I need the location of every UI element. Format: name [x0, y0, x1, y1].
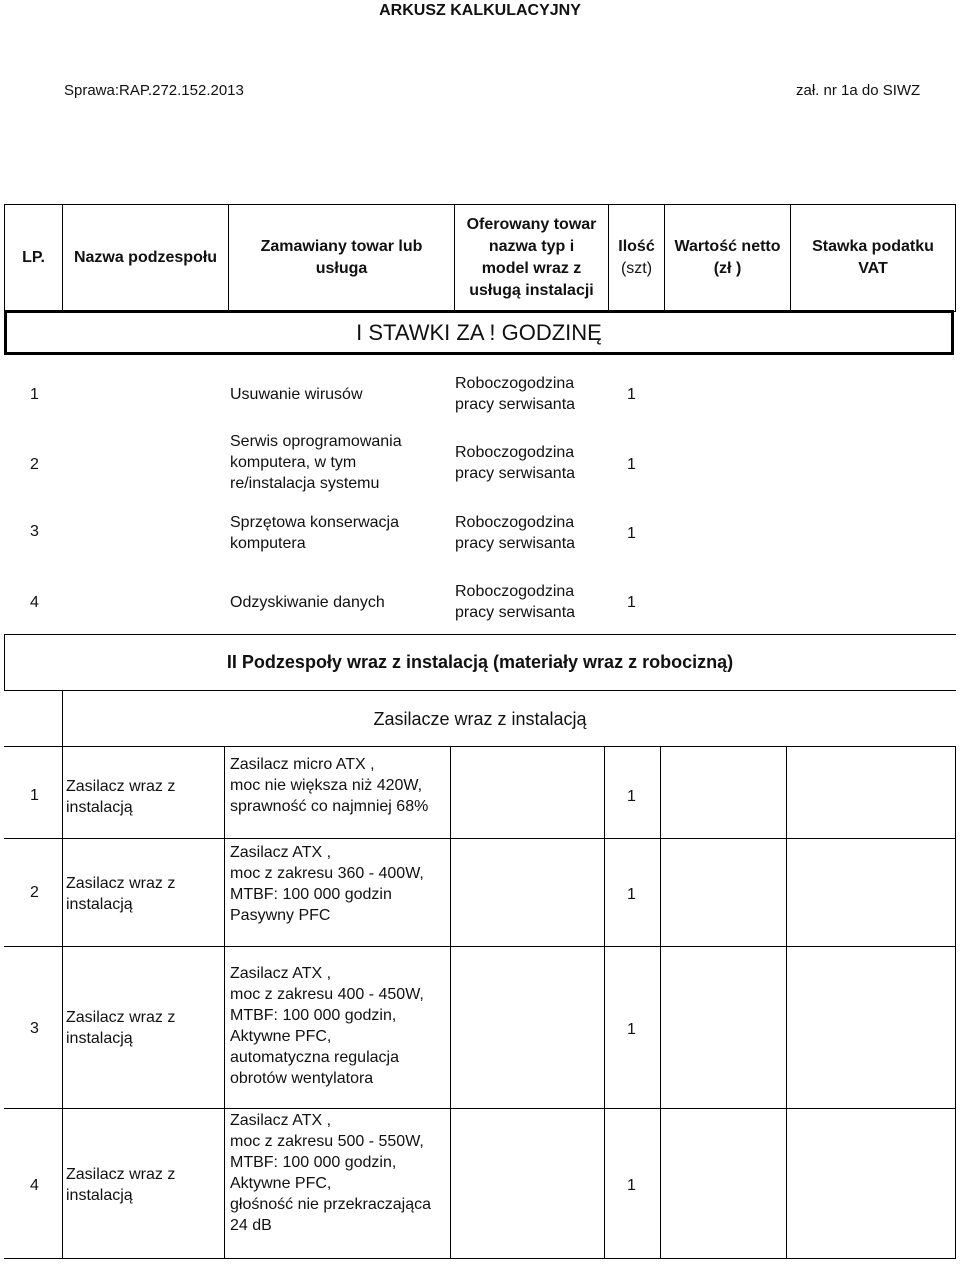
- row2-qty: 1: [627, 456, 636, 473]
- row1-service: Usuwanie wirusów: [230, 386, 363, 403]
- document-title: ARKUSZ KALKULACYJNY: [379, 2, 581, 19]
- row4-qty: 1: [627, 594, 636, 611]
- row2-lp: 2: [30, 456, 39, 473]
- divider: [786, 746, 787, 1258]
- attachment-label: zał. nr 1a do SIWZ: [796, 82, 921, 99]
- divider: [4, 1258, 956, 1259]
- part3-spec: Zasilacz ATX , moc z zakresu 400 - 450W, MTBF: 100 000 godzin, Aktywne PFC, automatyczna regulacja obrotów wentylatora: [230, 965, 424, 1087]
- part4-spec: Zasilacz ATX , moc z zakresu 500 - 550W, MTBF: 100 000 godzin, Aktywne PFC, głośność nie przekraczająca 24 dB: [230, 1112, 431, 1234]
- row2-service: Serwis oprogramowania komputera, w tym re/instalacja systemu: [230, 433, 402, 492]
- col-vat: Stawka podatku VAT: [790, 205, 955, 311]
- row3-qty: 1: [627, 525, 636, 542]
- row1-lp: 1: [30, 386, 39, 403]
- divider: [4, 746, 956, 747]
- divider: [4, 838, 956, 839]
- case-number: Sprawa:RAP.272.152.2013: [64, 82, 244, 99]
- divider: [4, 1108, 956, 1109]
- col-lp: LP.: [4, 205, 62, 311]
- part3-qty: 1: [627, 1021, 636, 1038]
- row1-qty: 1: [627, 386, 636, 403]
- divider: [62, 690, 63, 1258]
- col-net: Wartość netto (zł ): [664, 205, 790, 311]
- part2-spec: Zasilacz ATX , moc z zakresu 360 - 400W, MTBF: 100 000 godzin Pasywny PFC: [230, 844, 424, 924]
- divider: [660, 746, 661, 1258]
- row4-service: Odzyskiwanie danych: [230, 594, 385, 611]
- part2-name: Zasilacz wraz z instalacją: [66, 875, 176, 913]
- divider: [4, 690, 956, 691]
- row4-lp: 4: [30, 594, 39, 611]
- row3-service: Sprzętowa konserwacja komputera: [230, 514, 399, 552]
- part2-lp: 2: [30, 884, 39, 901]
- row3-unit: Roboczogodzina pracy serwisanta: [455, 514, 576, 552]
- section-rates-title: I STAWKI ZA ! GODZINĘ: [4, 310, 954, 355]
- part4-qty: 1: [627, 1177, 636, 1194]
- row4-unit: Roboczogodzina pracy serwisanta: [455, 583, 576, 621]
- col-name: Nazwa podzespołu: [62, 205, 228, 311]
- divider: [4, 634, 956, 635]
- part1-name: Zasilacz wraz z instalacją: [66, 778, 176, 816]
- divider: [224, 746, 225, 1258]
- section-parts-title: II Podzespoły wraz z instalacją (materiały wraz z robocizną): [226, 652, 734, 672]
- col-offered: Oferowany towar nazwa typ i model wraz z usługą instalacji: [454, 205, 608, 311]
- part1-spec: Zasilacz micro ATX , moc nie większa niż 420W, sprawność co najmniej 68%: [230, 756, 429, 815]
- row3-lp: 3: [30, 523, 39, 540]
- divider: [450, 746, 451, 1258]
- part1-lp: 1: [30, 787, 39, 804]
- part1-qty: 1: [627, 788, 636, 805]
- col-qty: Ilość (szt): [608, 205, 664, 311]
- part4-lp: 4: [30, 1177, 39, 1194]
- row2-unit: Roboczogodzina pracy serwisanta: [455, 444, 576, 482]
- subsection-title: Zasilacze wraz z instalacją: [373, 709, 587, 729]
- table-header: [4, 204, 956, 312]
- col-ordered: Zamawiany towar lub usługa: [228, 205, 454, 311]
- part3-lp: 3: [30, 1020, 39, 1037]
- part4-name: Zasilacz wraz z instalacją: [66, 1166, 176, 1204]
- part2-qty: 1: [627, 886, 636, 903]
- divider: [604, 746, 605, 1258]
- row1-unit: Roboczogodzina pracy serwisanta: [455, 375, 576, 413]
- divider: [955, 746, 956, 1258]
- divider: [4, 946, 956, 947]
- part3-name: Zasilacz wraz z instalacją: [66, 1009, 176, 1047]
